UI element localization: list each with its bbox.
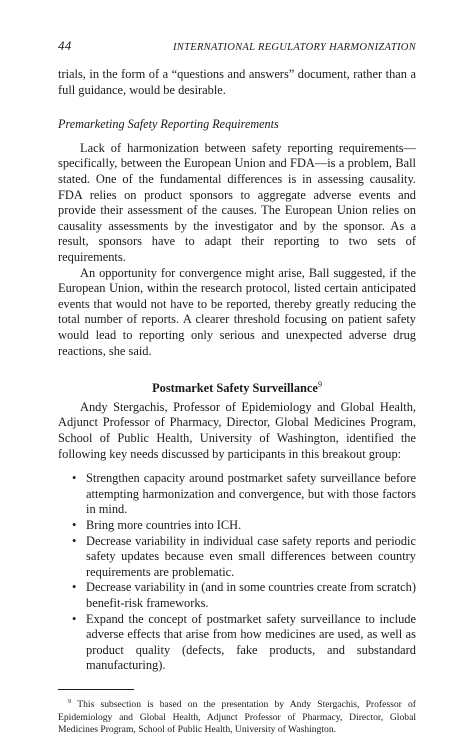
list-item — [72, 518, 416, 534]
postmarket-intro-paragraph: Andy Stergachis, Professor of Epidemiology and Global Health, Adjunct Professor of Pharmacy, Director, Global Medicines Program, School of Public Health, University of Washington, identified the following key needs discussed by participants in this breakout group: — [58, 399, 416, 461]
postmarket-heading-text: Postmarket Safety Surveillance — [152, 381, 318, 396]
footnote-text: This subsection is based on the presentation by Andy Stergachis, Professor of Epidemiology and Global Health, Adjunct Professor of Pharmacy, Director, Global Medicines Program, School of Public Health, University of Washington. — [58, 699, 417, 736]
premarketing-heading: Premarketing Safety Reporting Requirements — [58, 117, 279, 132]
list-item-text: Expand the concept of postmarket safety surveillance to include adverse effects that arise from how medicines are used, as well as product quality (defects, fake products, and substandard manufacturing). — [86, 611, 416, 673]
document-page — [58, 38, 416, 737]
list-item-text: Decrease variability in individual case safety reports and periodic safety updates because even small differences between country requirements are problematic. — [86, 533, 416, 579]
page-number: 44 — [58, 38, 72, 53]
key-needs-list — [58, 471, 416, 674]
continuation-paragraph: trials, in the form of a “questions and answers” document, rather than a full guidance, would be desirable. — [58, 67, 416, 97]
postmarket-heading — [58, 377, 416, 397]
running-header — [58, 38, 416, 54]
running-title: INTERNATIONAL REGULATORY HARMONIZATION — [172, 42, 416, 53]
list-item-text: Bring more countries into ICH. — [86, 517, 242, 532]
premarketing-paragraph-2: An opportunity for convergence might arise, Ball suggested, if the European Union, within the research protocol, listed certain anticipated events that would not have to be reported, thereby greatly reducing the total number of reports. A clearer threshold focusing on patient safety would lead to reporting only serious and unexpected adverse drug reactions, she said. — [58, 265, 416, 358]
footnote — [58, 696, 416, 737]
list-item — [72, 534, 416, 581]
bullet-glyph: • — [72, 533, 77, 548]
footnote-divider — [58, 689, 134, 690]
bullet-glyph: • — [72, 471, 77, 486]
footnote-marker: 9 — [68, 697, 72, 705]
bullet-glyph: • — [72, 611, 77, 626]
bullet-glyph: • — [72, 517, 77, 532]
list-item — [72, 612, 416, 674]
premarketing-paragraph-1: Lack of harmonization between safety reporting requirements—specifically, between the European Union and FDA—is a problem, Ball stated. One of the fundamental differences is in assessing causality. FDA relies on product sponsors to aggregate adverse events and provide their assessment of the causes. The European Union relies on causality assessments by the investigator and by the sponsor. As a result, sponsors have to adapt their reporting to two sets of requirements. — [58, 140, 416, 264]
footnote-reference[interactable]: 9 — [317, 380, 322, 390]
bullet-glyph: • — [72, 580, 77, 595]
list-item — [72, 580, 416, 611]
list-item-text: Strengthen capacity around postmarket safety surveillance before attempting harmonization and convergence, but with those factors in mind. — [86, 471, 416, 517]
list-item — [72, 471, 416, 518]
list-item-text: Decrease variability in (and in some countries create from scratch) benefit-risk frameworks. — [86, 580, 416, 610]
